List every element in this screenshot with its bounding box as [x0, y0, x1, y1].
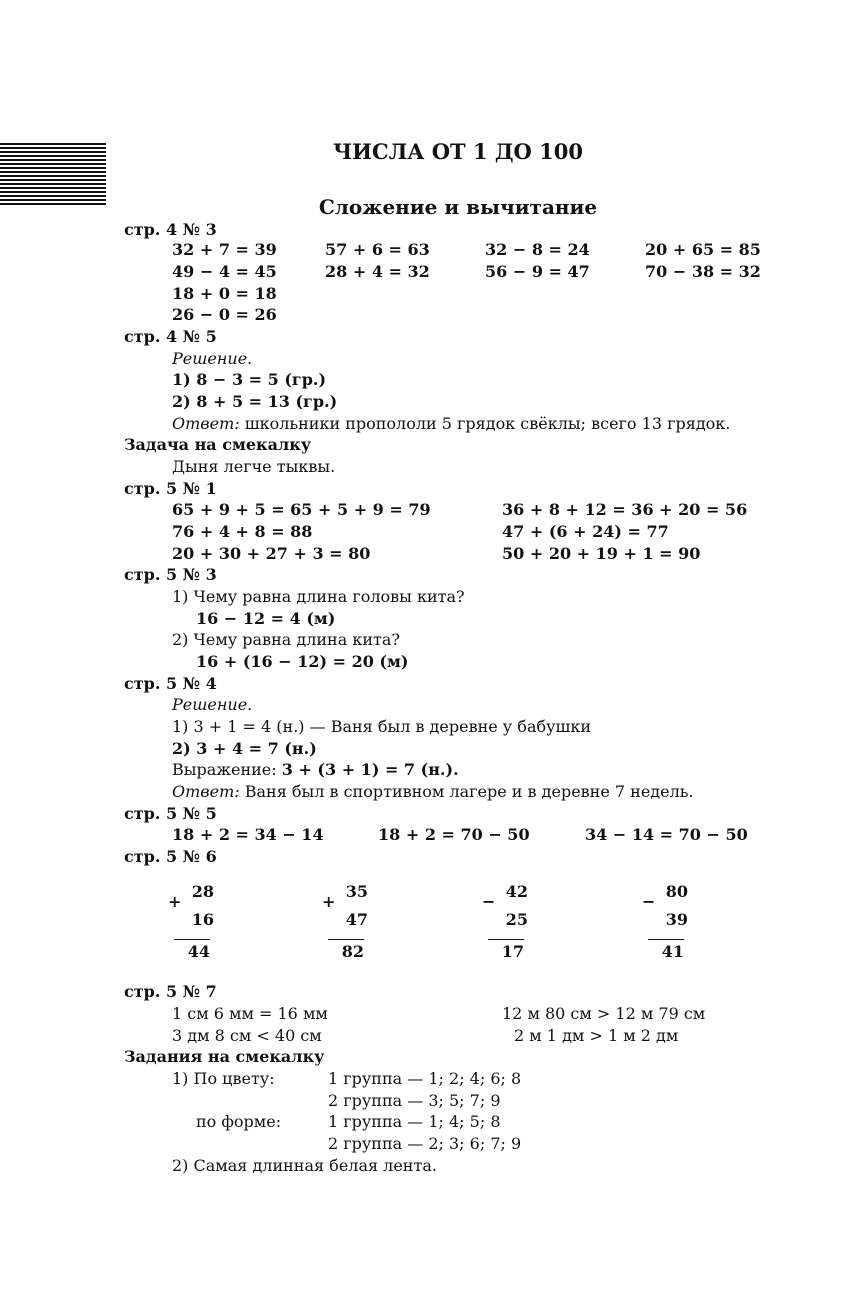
group-label: 1) По цвету:: [172, 1069, 275, 1088]
answer-line: [172, 413, 730, 435]
task-heading: Задания на смекалку: [124, 1047, 325, 1066]
answer-text: школьники пропололи 5 грядок свёклы; всего 13 грядок.: [244, 414, 731, 433]
question: 1) Чему равна длина головы кита?: [172, 587, 465, 606]
task-heading: стр. 5 № 6: [124, 847, 217, 866]
equation: 34 − 14 = 70 − 50: [585, 825, 748, 844]
column-calculation: [322, 878, 368, 961]
column-calculation: [168, 878, 214, 961]
result-value: 41: [661, 942, 684, 961]
comparison: 12 м 80 см > 12 м 79 см: [502, 1004, 706, 1023]
equation: 20 + 30 + 27 + 3 = 80: [172, 544, 371, 563]
answer-line: [172, 781, 694, 803]
group-value: 1 группа — 1; 2; 4; 6; 8: [328, 1069, 522, 1088]
equation: 32 − 8 = 24: [485, 240, 590, 259]
task-heading: стр. 5 № 3: [124, 565, 217, 584]
answer-label: Ответ:: [172, 414, 240, 433]
task-heading: стр. 4 № 3: [124, 220, 217, 239]
operand-top: 42: [505, 882, 528, 901]
operand-bottom: 47: [345, 910, 368, 929]
answer-text: Дыня легче тыквы.: [172, 457, 336, 476]
expression: 3 + (3 + 1) = 7 (н.).: [281, 760, 459, 779]
equation: 47 + (6 + 24) = 77: [502, 522, 669, 541]
operand-bottom: 39: [665, 910, 688, 929]
operand-bottom: 25: [505, 910, 528, 929]
answer-text: 2) Самая длинная белая лента.: [172, 1156, 437, 1175]
result-line: [488, 939, 524, 940]
result-line: [328, 939, 364, 940]
equation: 57 + 6 = 63: [325, 240, 430, 259]
operand-bottom: 16: [191, 910, 214, 929]
equation: 70 − 38 = 32: [645, 262, 761, 281]
operator-sign: −: [482, 892, 496, 911]
operand-top: 35: [345, 882, 368, 901]
solution-step: 1) 3 + 1 = 4 (н.) — Ваня был в деревне у бабушки: [172, 717, 592, 736]
operand-top: 28: [191, 882, 214, 901]
comparison: 2 м 1 дм > 1 м 2 дм: [514, 1026, 679, 1045]
task-heading: стр. 5 № 4: [124, 674, 217, 693]
equation: 16 − 12 = 4 (м): [196, 609, 336, 628]
group-value: 1 группа — 1; 4; 5; 8: [328, 1112, 501, 1131]
comparison: 1 см 6 мм = 16 мм: [172, 1004, 328, 1023]
task-heading: стр. 5 № 7: [124, 982, 217, 1001]
expression-label: Выражение:: [172, 760, 277, 779]
section-title: Сложение и вычитание: [318, 195, 598, 219]
result-value: 82: [341, 942, 364, 961]
equation: 18 + 2 = 34 − 14: [172, 825, 324, 844]
equation: 76 + 4 + 8 = 88: [172, 522, 313, 541]
page-title: ЧИСЛА ОТ 1 ДО 100: [333, 139, 583, 164]
equation: 56 − 9 = 47: [485, 262, 590, 281]
result-line: [174, 939, 210, 940]
operator-sign: +: [168, 892, 182, 911]
equation: 18 + 0 = 18: [172, 284, 277, 303]
comparison: 3 дм 8 см < 40 см: [172, 1026, 322, 1045]
answer-text: Ваня был в спортивном лагере и в деревне 7 недель.: [244, 782, 694, 801]
group-value: 2 группа — 2; 3; 6; 7; 9: [328, 1134, 522, 1153]
equation: 26 − 0 = 26: [172, 305, 277, 324]
equation: 28 + 4 = 32: [325, 262, 430, 281]
equation: 16 + (16 − 12) = 20 (м): [196, 652, 409, 671]
result-value: 44: [187, 942, 210, 961]
solution-step: 2) 8 + 5 = 13 (гр.): [172, 392, 338, 411]
group-label: по форме:: [196, 1112, 282, 1131]
result-value: 17: [501, 942, 524, 961]
task-heading: стр. 5 № 1: [124, 479, 217, 498]
operand-top: 80: [665, 882, 688, 901]
task-heading: стр. 5 № 5: [124, 804, 217, 823]
question: 2) Чему равна длина кита?: [172, 630, 400, 649]
solution-step: 2) 3 + 4 = 7 (н.): [172, 739, 317, 758]
equation: 50 + 20 + 19 + 1 = 90: [502, 544, 701, 563]
result-line: [648, 939, 684, 940]
equation: 32 + 7 = 39: [172, 240, 277, 259]
column-calculation: [482, 878, 528, 961]
task-heading: стр. 4 № 5: [124, 327, 217, 346]
task-heading: Задача на смекалку: [124, 435, 312, 454]
equation: 65 + 9 + 5 = 65 + 5 + 9 = 79: [172, 500, 431, 519]
equation: 18 + 2 = 70 − 50: [378, 825, 530, 844]
solution-label: Решение.: [172, 695, 253, 714]
group-value: 2 группа — 3; 5; 7; 9: [328, 1091, 501, 1110]
operator-sign: −: [642, 892, 656, 911]
equation: 36 + 8 + 12 = 36 + 20 = 56: [502, 500, 748, 519]
solution-label: Решение.: [172, 349, 253, 368]
equation: 49 − 4 = 45: [172, 262, 277, 281]
column-calculation: [642, 878, 688, 961]
answer-label: Ответ:: [172, 782, 240, 801]
equation: 20 + 65 = 85: [645, 240, 761, 259]
expression-line: [172, 759, 459, 781]
solution-step: 1) 8 − 3 = 5 (гр.): [172, 370, 327, 389]
operator-sign: +: [322, 892, 336, 911]
